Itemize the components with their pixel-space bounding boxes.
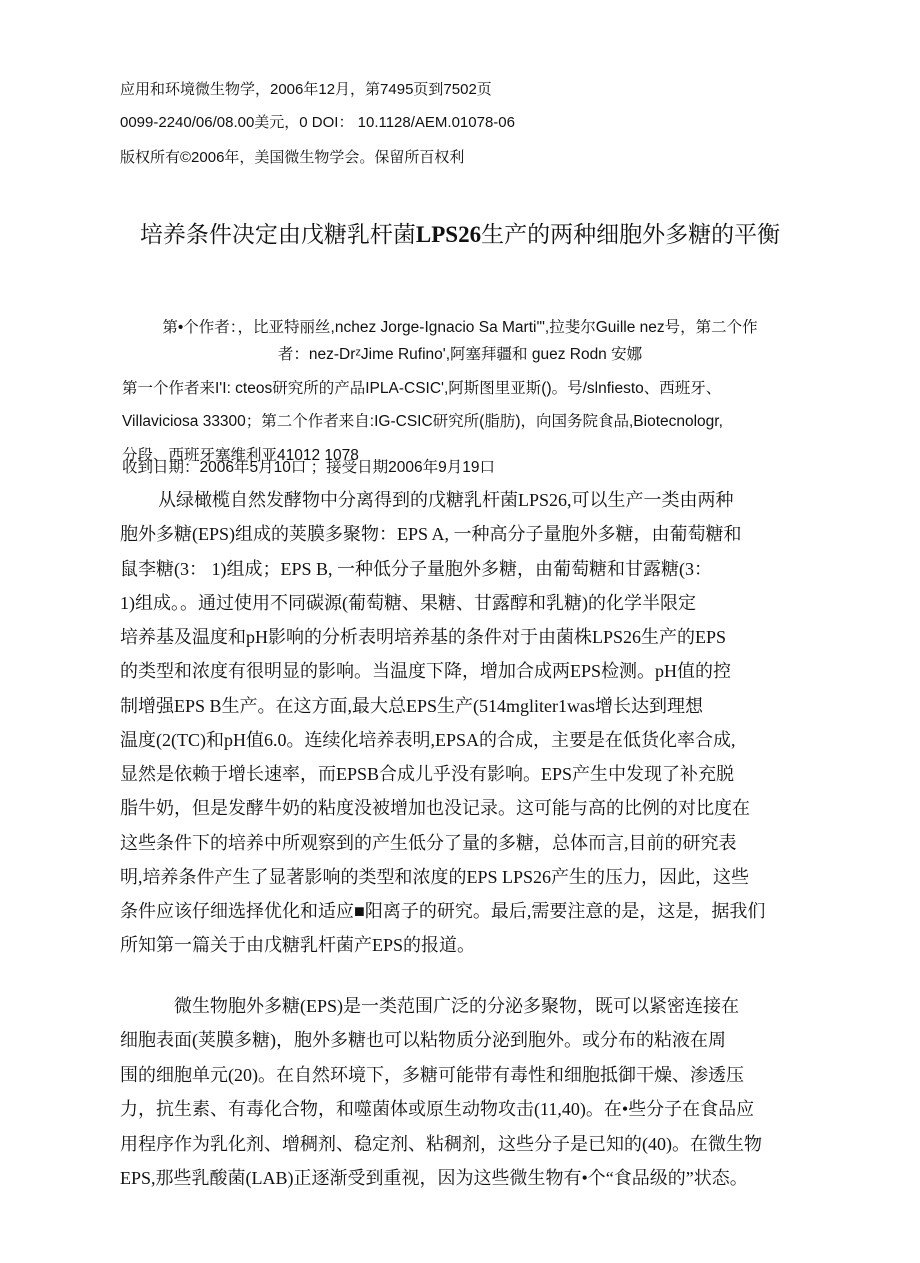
title-strain: LPS26	[415, 222, 482, 247]
paragraph-line: 显然是依赖于增长速率，而EPSB合成儿乎没有影响。EPS产生中发现了补充脱	[120, 764, 735, 784]
article-title	[0, 216, 920, 249]
received-dates: 收到日期：2006年5月10口 ；接受日期2006年9月19口	[122, 459, 495, 476]
paragraph-line: 围的细胞单元(20)。在自然环境下，多糖可能带有毒性和细胞抵御干燥、渗透压	[120, 1064, 744, 1085]
paragraph-line: 用程序作为乳化剂、增稠剂、稳定剂、粘稠剂，这些分子是已知的(40)。在微生物	[120, 1133, 762, 1154]
paragraph-line: 的类型和浓度有很明显的影响。当温度下降，增加合成两EPS检测。pH值的控	[120, 661, 732, 682]
paragraph-line: EPS,那些乳酸菌(LAB)正逐渐受到重视，因为这些微生物有•个“食品级的”状态。	[120, 1168, 748, 1188]
doi-line: 0099-2240/06/08.00美元，0 DOI： 10.1128/AEM.01078-06	[120, 114, 515, 131]
paragraph-line: 脂牛奶，但是发酵牛奶的粘度没被增加也没记录。这可能与高的比例的对比度在	[120, 798, 750, 819]
paragraph-line: 微生物胞外多糖(EPS)是一类范围广泛的分泌多聚物，既可以紧密连接在	[174, 996, 740, 1016]
affiliation-line: 第一个作者来I'I: cteos研究所的产品IPLA-CSIC',阿斯图里亚斯()。号/slnfiesto、西班牙、	[122, 380, 722, 397]
title-part: 生产的两种细胞外多糖的平衡	[481, 222, 781, 247]
paragraph-line: 胞外多糖(EPS)组成的荚膜多聚物：EPS A, 一种高分子量胞外多糖，由葡萄糖和	[120, 524, 742, 545]
journal-citation: 应用和环境微生物学，2006年12月，第7495页到7502页	[120, 81, 492, 98]
paragraph-line: 细胞表面(荚膜多糖)，胞外多糖也可以粘物质分泌到胞外。或分布的粘液在周	[120, 1030, 726, 1051]
paragraph-line: 所知第一篇关于由戊糖乳杆菌产EPS的报道。	[120, 935, 476, 956]
copyright-line: 版权所有©2006年，美国微生物学会。保留所百权利	[120, 149, 465, 166]
paragraph-line: 这些条件下的培养中所观察到的产生低分了量的多糖，总体而言,目前的研究表	[120, 832, 737, 853]
paragraph-line: 1)组成。。通过使用不同碳源(葡萄糖、果糖、甘露醇和乳糖)的化学半限定	[120, 592, 696, 613]
affiliation-line: Villaviciosa 33300；第二个作者来自:IG-CSIC研究所(脂肪)，向国务院食品,Biotecnologr,	[122, 413, 723, 430]
paragraph-line: 鼠李糖(3： 1)组成；EPS B, 一种低分子量胞外多糖，由葡萄糖和甘露糖(3：	[120, 558, 713, 579]
authors-line: 者：nez-DrᶻJime Rufino',阿塞拜疆和 guez Rodn 安娜	[277, 346, 643, 363]
paragraph-line: 从绿橄榄自然发酵物中分离得到的戊糖乳杆菌LPS26,可以生产一类由两种	[158, 490, 734, 510]
paragraph-line: 培养基及温度和pH影响的分析表明培养基的条件对于由菌株LPS26生产的EPS	[120, 627, 727, 647]
affiliation-line: 分段、西班牙塞维利亚41012 1078	[122, 447, 359, 464]
paragraph-line: 条件应该仔细选择优化和适应■阳离子的研究。最后,需要注意的是，这是，据我们	[120, 901, 766, 921]
paragraph-line: 制增强EPS B生产。在这方面,最大总EPS生产(514mgliter1was增长达到理想	[120, 695, 704, 716]
paragraph-line: 力，抗生素、有毒化合物，和噬菌体或原生动物攻击(11,40)。在•些分子在食品应	[120, 1099, 755, 1120]
authors-line: 第•个作者：，比亚特丽丝,nchez Jorge-Ignacio Sa Marti'",拉斐尔Guille nez号，第二个作	[162, 319, 758, 336]
paragraph-line: 温度(2(TC)和pH值6.0。连续化培养表明,EPSA的合成，主要是在低货化率合成,	[120, 729, 736, 750]
paragraph-line: 明,培养条件产生了显著影响的类型和浓度的EPS LPS26产生的压力，因此，这些	[120, 866, 750, 887]
title-part: 培养条件决定由戊糖乳杆菌	[139, 222, 416, 247]
